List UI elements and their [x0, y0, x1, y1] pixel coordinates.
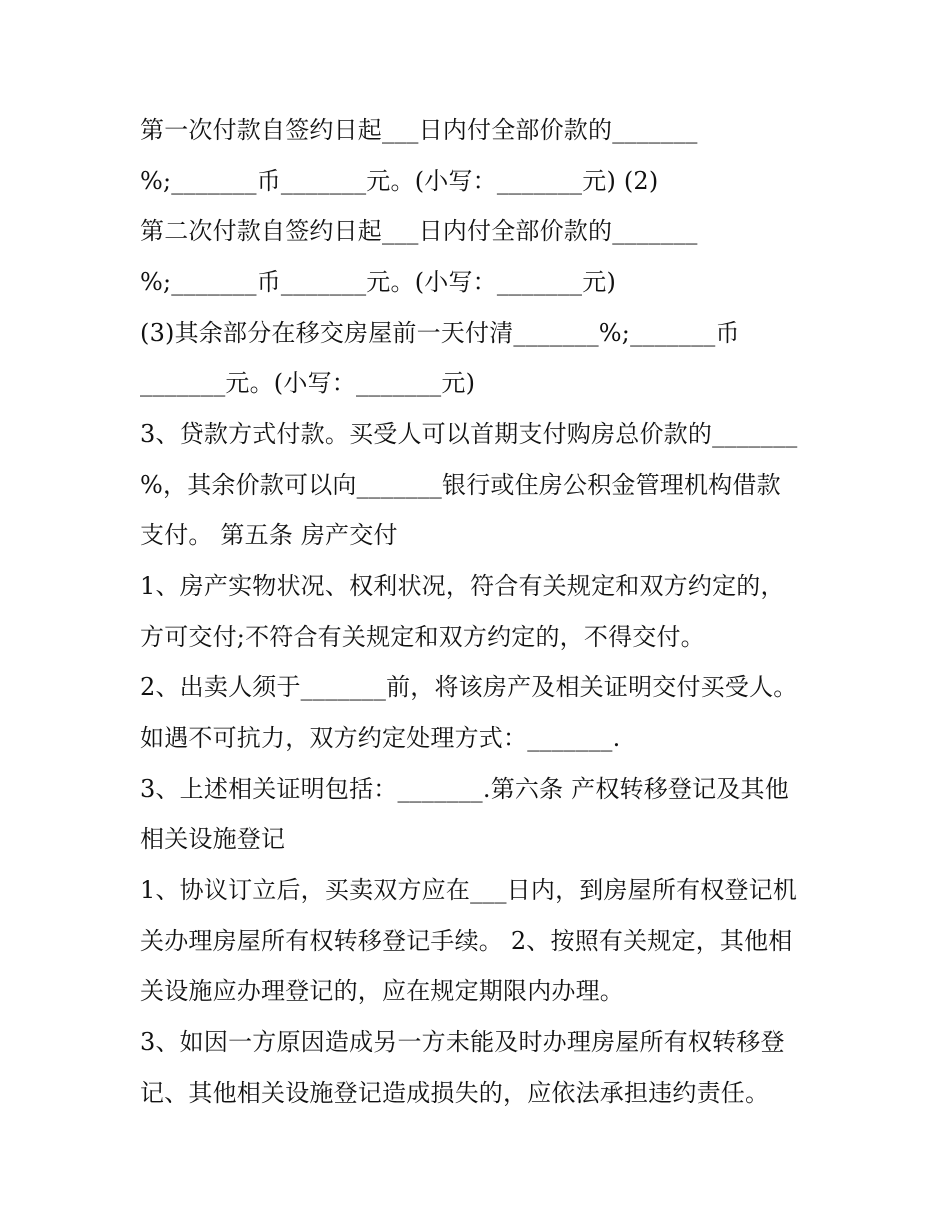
text-line: 方可交付;不符合有关规定和双方约定的，不得交付。: [140, 623, 705, 651]
text-line: 第二次付款自签约日起___日内付全部价款的_______: [140, 217, 698, 245]
text-line: 2、出卖人须于_______前，将该房产及相关证明交付买受人。: [140, 673, 798, 701]
text-line: 关设施应办理登记的，应在规定期限内办理。: [140, 977, 624, 1005]
text-line: _______元。(小写：_______元): [140, 369, 476, 397]
text-line: 关办理房屋所有权转移登记手续。 2、按照有关规定，其他相: [140, 927, 793, 955]
text-line: (3)其余部分在移交房屋前一天付清_______%;_______币: [140, 319, 740, 347]
text-line: 如遇不可抗力，双方约定处理方式：_______.: [140, 724, 621, 752]
text-line: 3、如因一方原因造成另一方未能及时办理房屋所有权转移登: [140, 1028, 785, 1056]
text-line: 相关设施登记: [140, 825, 286, 853]
text-line: %，其余价款可以向_______银行或住房公积金管理机构借款: [140, 471, 781, 499]
text-line: %;_______币_______元。(小写：_______元) (2): [140, 167, 659, 195]
text-line: 第一次付款自签约日起___日内付全部价款的_______: [140, 116, 698, 144]
text-line: 1、协议订立后，买卖双方应在___日内，到房屋所有权登记机: [140, 876, 798, 904]
text-line: 3、上述相关证明包括：_______.第六条 产权转移登记及其他: [140, 775, 789, 803]
text-line: 3、贷款方式付款。买受人可以首期支付购房总价款的_______: [140, 420, 798, 448]
text-line: 记、其他相关设施登记造成损失的，应依法承担违约责任。: [140, 1079, 770, 1107]
text-line: 支付。 第五条 房产交付: [140, 521, 398, 549]
text-line: %;_______币_______元。(小写：_______元): [140, 268, 617, 296]
text-line: 1、房产实物状况、权利状况，符合有关规定和双方约定的，: [140, 572, 785, 600]
